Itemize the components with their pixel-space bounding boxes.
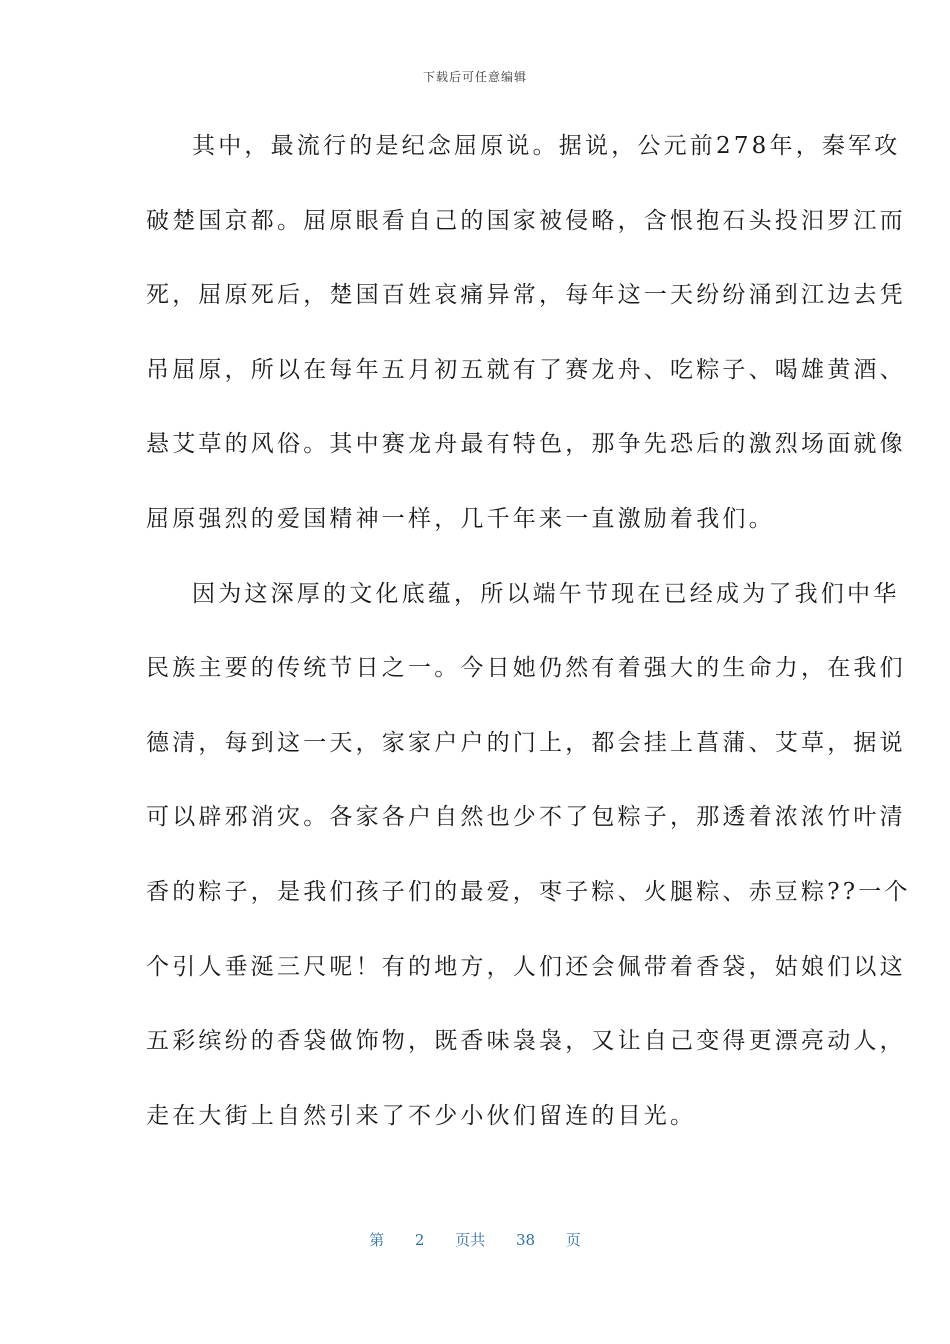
- footer-total-pages: 38: [516, 1231, 536, 1249]
- paragraph-line: 香的粽子，是我们孩子们的最爱，枣子粽、火腿粽、赤豆粽??一个: [146, 878, 911, 905]
- paragraph-line: 个引人垂涎三尺呢！有的地方，人们还会佩带着香袋，姑娘们以这: [146, 953, 906, 980]
- document-body: [146, 121, 911, 1165]
- page-footer: [0, 1229, 950, 1250]
- paragraph: [146, 121, 906, 569]
- paragraph-line: 其中，最流行的是纪念屈原说。据说，公元前278年，秦军攻: [192, 133, 901, 159]
- footer-suffix: 页: [565, 1231, 581, 1249]
- paragraph: [146, 569, 911, 1166]
- paragraph-line: 五彩缤纷的香袋做饰物，既香味袅袅，又让自己变得更漂亮动人，: [146, 1028, 906, 1055]
- footer-page-number: 2: [414, 1231, 425, 1249]
- paragraph-line: 走在大街上自然引来了不少小伙们留连的目光。: [146, 1102, 697, 1129]
- paragraph-line: 民族主要的传统节日之一。今日她仍然有着强大的生命力，在我们: [146, 655, 906, 682]
- footer-middle: 页共: [455, 1231, 486, 1249]
- paragraph-line: 可以辟邪消灾。各家各户自然也少不了包粽子，那透着浓浓竹叶清: [146, 804, 906, 831]
- paragraph-line: 破楚国京都。屈原眼看自己的国家被侵略，含恨抱石头投汨罗江而: [146, 207, 906, 234]
- page-header-note: 下载后可任意编辑: [422, 70, 527, 84]
- paragraph-line: 吊屈原，所以在每年五月初五就有了赛龙舟、吃粽子、喝雄黄酒、: [146, 356, 906, 383]
- paragraph-line: 屈原强烈的爱国精神一样，几千年来一直激励着我们。: [146, 505, 775, 532]
- paragraph-line: 德清，每到这一天，家家户户的门上，都会挂上菖蒲、艾草，据说: [146, 729, 906, 756]
- footer-prefix: 第: [369, 1231, 385, 1249]
- paragraph-line: 悬艾草的风俗。其中赛龙舟最有特色，那争先恐后的激烈场面就像: [146, 431, 906, 458]
- paragraph-line: 因为这深厚的文化底蕴，所以端午节现在已经成为了我们中华: [192, 580, 900, 607]
- paragraph-line: 死，屈原死后，楚国百姓哀痛异常，每年这一天纷纷涌到江边去凭: [146, 282, 906, 309]
